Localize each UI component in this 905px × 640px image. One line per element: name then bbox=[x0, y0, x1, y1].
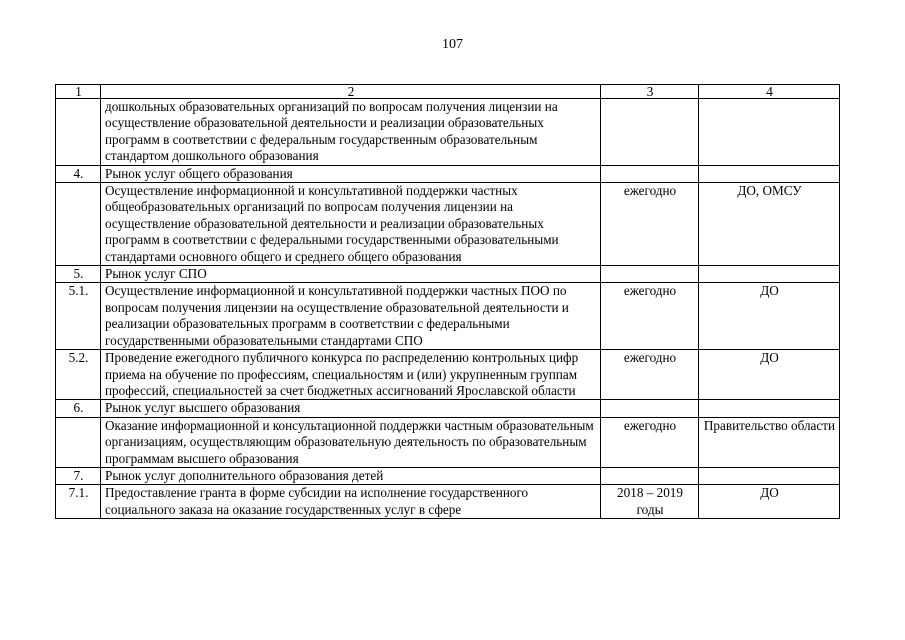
item-responsible: ДО bbox=[699, 350, 840, 400]
item-responsible bbox=[699, 165, 840, 182]
table-header-row bbox=[56, 85, 840, 99]
item-period: ежегодно bbox=[601, 350, 699, 400]
item-number: 5.2. bbox=[56, 350, 101, 400]
item-period: ежегодно bbox=[601, 283, 699, 350]
item-period bbox=[601, 467, 699, 484]
column-header: 3 bbox=[601, 85, 699, 99]
item-text: Рынок услуг общего образования bbox=[101, 165, 601, 182]
item-responsible: ДО, ОМСУ bbox=[699, 183, 840, 266]
table-row bbox=[56, 417, 840, 467]
item-text: Рынок услуг СПО bbox=[101, 266, 601, 283]
item-number bbox=[56, 183, 101, 266]
item-responsible bbox=[699, 99, 840, 166]
column-header: 1 bbox=[56, 85, 101, 99]
item-text: Предоставление гранта в форме субсидии на исполнение государственного социального заказа на оказание государственных услуг в сфере bbox=[101, 485, 601, 519]
item-text: Рынок услуг высшего образования bbox=[101, 400, 601, 417]
item-number: 5.1. bbox=[56, 283, 101, 350]
item-period bbox=[601, 165, 699, 182]
item-number: 7. bbox=[56, 467, 101, 484]
item-text: Рынок услуг дополнительного образования детей bbox=[101, 467, 601, 484]
item-text: Оказание информационной и консультационной поддержки частным образовательным организациям, осуществляющим образовательную деятельность по образовательным программам высшего образования bbox=[101, 417, 601, 467]
item-number: 7.1. bbox=[56, 485, 101, 519]
item-number bbox=[56, 99, 101, 166]
column-header: 2 bbox=[101, 85, 601, 99]
item-text: Осуществление информационной и консультативной поддержки частных общеобразовательных организаций по вопросам получения лицензии на осуществление образовательной деятельности и реализации образовательных программ в соответствии с федеральными государственными образовательными стандартами основного общего и среднего общего образования bbox=[101, 183, 601, 266]
item-responsible bbox=[699, 467, 840, 484]
table-row bbox=[56, 350, 840, 400]
table-row bbox=[56, 467, 840, 484]
item-responsible: Правительство области bbox=[699, 417, 840, 467]
table-row bbox=[56, 165, 840, 182]
table-row bbox=[56, 266, 840, 283]
item-number: 4. bbox=[56, 165, 101, 182]
table-row bbox=[56, 283, 840, 350]
item-number bbox=[56, 417, 101, 467]
item-responsible bbox=[699, 266, 840, 283]
item-responsible: ДО bbox=[699, 283, 840, 350]
item-text: Проведение ежегодного публичного конкурса по распределению контрольных цифр приема на обучение по профессиям, специальностям и (или) укрупненным группам профессий, специальностей за счет бюджетных ассигнований Ярославской области bbox=[101, 350, 601, 400]
item-period: ежегодно bbox=[601, 183, 699, 266]
item-text: дошкольных образовательных организаций по вопросам получения лицензии на осуществление образовательной деятельности и реализации образовательных программ в соответствии с федеральным государственным образовательным стандартом дошкольного образования bbox=[101, 99, 601, 166]
plan-table bbox=[55, 84, 840, 519]
item-period: 2018 – 2019 годы bbox=[601, 485, 699, 519]
item-number: 5. bbox=[56, 266, 101, 283]
page-number: 107 bbox=[442, 37, 463, 52]
item-period bbox=[601, 99, 699, 166]
item-responsible: ДО bbox=[699, 485, 840, 519]
item-text: Осуществление информационной и консультативной поддержки частных ПОО по вопросам получения лицензии на осуществление образовательной деятельности и реализации образовательных программ в соответствии с федеральными государственными образовательными стандартами СПО bbox=[101, 283, 601, 350]
table-row bbox=[56, 400, 840, 417]
table-row bbox=[56, 485, 840, 519]
item-period bbox=[601, 266, 699, 283]
item-period bbox=[601, 400, 699, 417]
item-number: 6. bbox=[56, 400, 101, 417]
item-responsible bbox=[699, 400, 840, 417]
table-row bbox=[56, 183, 840, 266]
table-row bbox=[56, 99, 840, 166]
column-header: 4 bbox=[699, 85, 840, 99]
item-period: ежегодно bbox=[601, 417, 699, 467]
